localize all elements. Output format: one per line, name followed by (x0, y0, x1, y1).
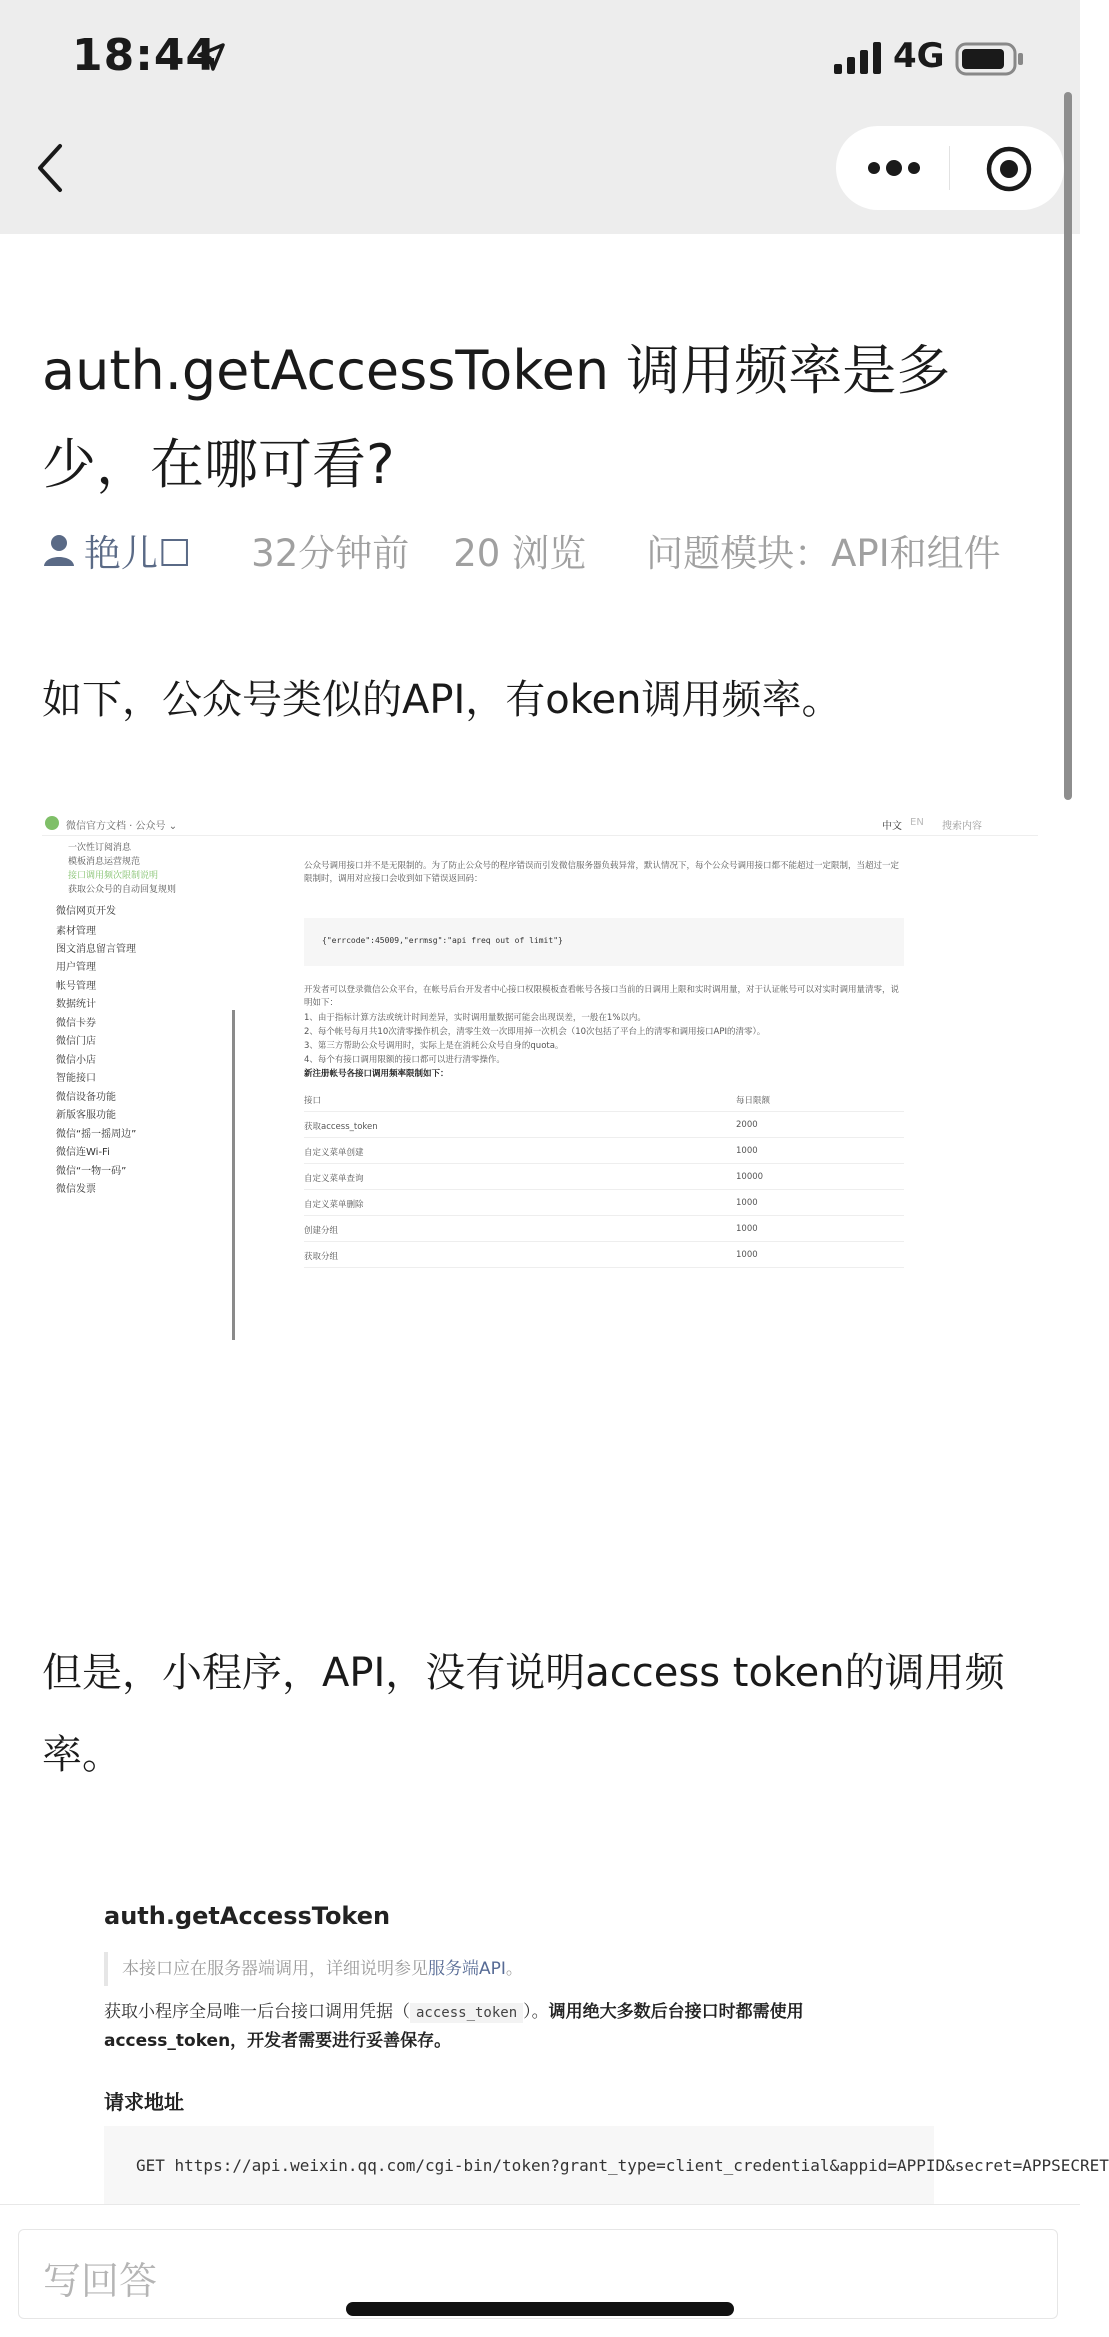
sidebar-item: 微信网页开发 (56, 906, 116, 917)
signal-icon (834, 42, 882, 74)
doc-code-text: {"errcode":45009,"errmsg":"api freq out of limit"} (322, 936, 563, 945)
doc-note: 1、由于指标计算方法或统计时间差异，实时调用量数据可能会出现误差，一般在1%以内。 (304, 1013, 646, 1023)
wechat-logo-icon (45, 816, 59, 830)
screenshot-image-2[interactable] (100, 1890, 1109, 2210)
api-note-link: 服务端API (428, 1959, 506, 1979)
sidebar-subitem: 一次性订阅消息 (68, 843, 132, 853)
table-row (304, 1190, 904, 1216)
doc-limits-heading: 新注册帐号各接口调用频率限制如下： (304, 1069, 449, 1079)
table-cell: 创建分组 (304, 1226, 339, 1236)
sidebar-item: 数据统计 (56, 999, 96, 1010)
post-time: 32分钟前 (251, 532, 410, 575)
api-note-suffix: 。 (505, 1959, 523, 1979)
sidebar-item: 智能接口 (56, 1073, 96, 1084)
doc-brand: 微信官方文档 · 公众号 ⌄ (66, 821, 178, 832)
table-cell: 1000 (736, 1224, 758, 1234)
api-note-text: 本接口应在服务器端调用，详细说明参见 (122, 1959, 428, 1979)
sidebar-subitem: 获取公众号的自动回复规则 (68, 885, 177, 895)
network-type: 4G (893, 36, 945, 76)
doc-intro: 公众号调用接口并不是无限制的。为了防止公众号的程序错误而引发微信服务器负载异常，默认情况下，每个公众号调用接口都不能超过一定限制，当超过一定限制时，调用对应接口会收到如下错误返回码： (304, 861, 900, 884)
lang-cn: 中文 (882, 821, 902, 832)
doc-header (42, 810, 1038, 836)
back-chevron-icon[interactable] (30, 140, 70, 196)
sidebar-item: 微信“摇一摇周边” (56, 1129, 137, 1140)
doc-search: 搜索内容 (942, 821, 982, 832)
sidebar-item: 微信发票 (56, 1184, 96, 1195)
table-cell: 自定义菜单查询 (304, 1174, 364, 1184)
table-row (304, 1138, 904, 1164)
api-desc-bold: 调用绝大多数后台接口时都需使用 access_token，开发者需要进行妥善保存。 (104, 2002, 804, 2051)
table-cell: 1000 (736, 1198, 758, 1208)
sidebar-item: 帐号管理 (56, 981, 96, 992)
sidebar-item: 微信小店 (56, 1055, 96, 1066)
sidebar-item: 微信门店 (56, 1036, 96, 1047)
location-arrow-icon (196, 42, 226, 72)
table-cell: 自定义菜单删除 (304, 1200, 364, 1210)
post-meta (42, 522, 1001, 578)
sidebar-item: 微信卡券 (56, 1018, 96, 1029)
doc-note: 4、每个有接口调用限额的接口都可以进行清零操作。 (304, 1055, 505, 1065)
table-header-cell: 接口 (304, 1096, 322, 1106)
doc-table-header (304, 1086, 904, 1112)
module-label: 问题模块： (646, 532, 832, 575)
status-time: 18:44 (72, 30, 218, 81)
table-cell: 2000 (736, 1120, 758, 1130)
answer-bar (0, 2204, 1080, 2337)
sidebar-item: 新版客服功能 (56, 1110, 116, 1121)
table-cell: 10000 (736, 1172, 764, 1182)
request-code-block (104, 2126, 1109, 2210)
mini-program-capsule (836, 126, 1064, 210)
api-description (104, 1998, 924, 2055)
api-note (104, 1952, 523, 1986)
post-paragraph-1: 如下，公众号类似的API，有oken调用频率。 (42, 677, 842, 723)
sidebar-item: 图文消息留言管理 (56, 944, 136, 955)
author-name[interactable]: 艳儿☐ (84, 532, 192, 575)
doc-note: 开发者可以登录微信公众平台，在帐号后台开发者中心接口权限模板查看帐号各接口当前的日调用上限和实时调用量，对于认证帐号可以对实时调用量清零，说明如下： (304, 985, 900, 1008)
table-header-cell: 每日限额 (736, 1096, 771, 1106)
api-desc-code: access_token (410, 2003, 523, 2023)
table-row (304, 1164, 904, 1190)
target-icon[interactable] (986, 146, 1032, 192)
user-icon (42, 533, 76, 567)
table-cell: 自定义菜单创建 (304, 1148, 364, 1158)
table-cell: 获取access_token (304, 1122, 378, 1132)
request-url: GET https://api.weixin.qq.com/cgi-bin/token?grant_type=client_credential&appid=APPID&secret=APPSECRET (136, 2156, 1109, 2175)
request-heading: 请求地址 (104, 2090, 184, 2114)
capsule-divider (949, 146, 950, 190)
doc-code-block (304, 918, 904, 966)
sidebar-item: 用户管理 (56, 962, 96, 973)
answer-placeholder: 写回答 (43, 2259, 158, 2303)
battery-icon (955, 42, 1025, 76)
screenshot-image-1[interactable] (42, 810, 1038, 1350)
scrollbar[interactable] (1064, 92, 1072, 800)
api-desc-text: ）。 (523, 2002, 549, 2022)
doc-note: 2、每个帐号每月共10次清零操作机会，清零生效一次即用掉一次机会（10次包括了平台上的清零和调用接口API的清零）。 (304, 1027, 766, 1037)
lang-en: EN (910, 817, 924, 828)
home-indicator (346, 2302, 734, 2316)
api-title: auth.getAccessToken (104, 1902, 391, 1930)
page-title: auth.getAccessToken 调用频率是多少，在哪可看? (42, 339, 951, 496)
api-desc-text: 获取小程序全局唯一后台接口调用凭据（ (104, 2002, 410, 2022)
sidebar-item: 素材管理 (56, 926, 96, 937)
more-icon[interactable] (866, 158, 922, 178)
table-cell: 1000 (736, 1146, 758, 1156)
sidebar-subitem: 模板消息运营规范 (68, 857, 141, 867)
table-cell: 1000 (736, 1250, 758, 1260)
sidebar-scrollbar (232, 1010, 235, 1340)
module-name[interactable]: API和组件 (831, 532, 1001, 575)
doc-note: 3、第三方帮助公众号调用时，实际上是在消耗公众号自身的quota。 (304, 1041, 564, 1051)
table-row (304, 1242, 904, 1268)
post-paragraph-2: 但是，小程序，API，没有说明access token的调用频率。 (42, 1650, 1005, 1778)
table-row (304, 1216, 904, 1242)
table-row (304, 1112, 904, 1138)
sidebar-item: 微信连Wi-Fi (56, 1147, 110, 1158)
table-cell: 获取分组 (304, 1252, 339, 1262)
sidebar-item: 微信设备功能 (56, 1092, 116, 1103)
top-bar (0, 0, 1080, 234)
sidebar-subitem-active: 接口调用频次限制说明 (68, 871, 159, 881)
sidebar-item: 微信“一物一码” (56, 1166, 127, 1177)
view-count: 20 浏览 (453, 532, 587, 575)
